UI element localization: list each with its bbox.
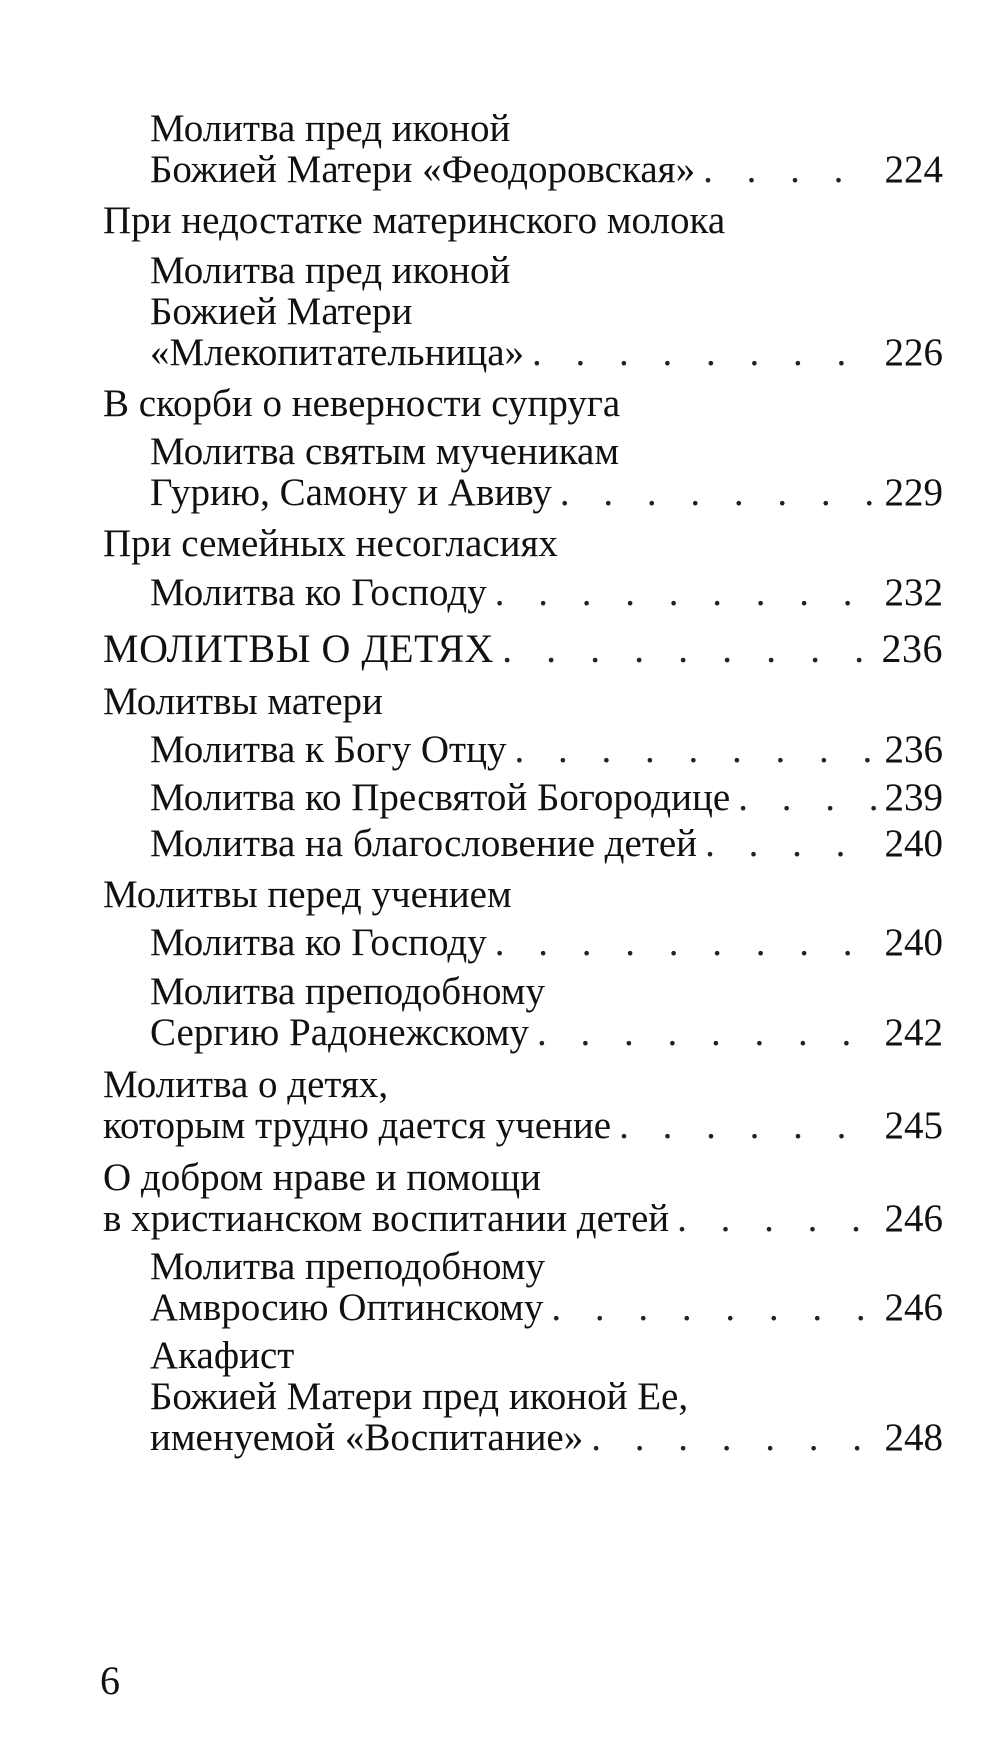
- section-title: Молитвы перед учением: [103, 873, 512, 916]
- toc-section-heading: [103, 381, 943, 427]
- page-number: 240: [884, 921, 943, 964]
- toc-section-heading: [103, 872, 943, 918]
- entry-title: Молитва пред иконой: [150, 107, 511, 150]
- toc-entry-line: [150, 1333, 943, 1379]
- dot-leader: [552, 470, 877, 516]
- dot-leader: [695, 147, 876, 193]
- toc-entry-line: [150, 147, 943, 193]
- section-title: При недостатке материнского молока: [103, 199, 726, 242]
- entry-title: Молитва к Богу Отцу: [150, 728, 507, 771]
- toc-entry-line: [150, 1415, 943, 1461]
- entry-title: Молитва на благословение детей: [150, 822, 698, 865]
- toc-entry-line: [150, 775, 943, 821]
- page-number: 248: [884, 1416, 943, 1459]
- entry-title: Молитва пред иконой: [150, 249, 511, 292]
- entry-title: Божией Матери «Феодоровская»: [150, 148, 696, 191]
- section-title: которым трудно дается учение: [103, 1104, 612, 1147]
- dot-leader: [524, 330, 876, 376]
- page-folio: 6: [100, 1658, 120, 1703]
- entry-title: Молитва святым мученикам: [150, 430, 620, 473]
- dot-leader: [697, 821, 876, 867]
- toc-entry-line: [150, 920, 943, 966]
- entry-title: Сергию Радонежскому: [150, 1011, 530, 1054]
- toc-entry-line: [150, 470, 943, 516]
- toc-entry-line: [150, 727, 943, 773]
- page-number: 239: [884, 776, 943, 819]
- section-title: В скорби о неверности супруга: [103, 382, 621, 425]
- page-number: 224: [884, 148, 943, 191]
- entry-title: Гурию, Самону и Авиву: [150, 471, 552, 514]
- entry-title: «Млекопитательница»: [150, 331, 525, 374]
- toc-entry-line: [150, 969, 943, 1015]
- dot-leader: [494, 626, 873, 672]
- dot-leader: [543, 1285, 876, 1331]
- page-number: 229: [884, 471, 943, 514]
- entry-title: Молитва ко Пресвятой Богородице: [150, 776, 731, 819]
- dot-leader: [529, 1010, 876, 1056]
- page-number: 236: [884, 728, 943, 771]
- entry-title: Божией Матери пред иконой Ее,: [150, 1375, 689, 1418]
- section-title: Молитва о детях,: [103, 1063, 389, 1106]
- toc-section-heading: [103, 1103, 943, 1149]
- entry-title: Молитва преподобному: [150, 1245, 545, 1288]
- page-number: 236: [881, 626, 943, 671]
- entry-title: Амвросию Оптинскому: [150, 1286, 544, 1329]
- toc-section-heading: [103, 521, 943, 567]
- page-number: 246: [884, 1286, 943, 1329]
- entry-title: Молитва ко Господу: [150, 921, 487, 964]
- entry-title: именуемой «Воспитание»: [150, 1416, 584, 1459]
- page-number: 245: [884, 1104, 943, 1147]
- toc-entry-line: [150, 1285, 943, 1331]
- toc-entry-line: [150, 289, 943, 335]
- page-number: 246: [884, 1197, 943, 1240]
- toc-entry-line: [150, 248, 943, 294]
- toc-entry-line: [150, 1374, 943, 1420]
- toc-entry-line: [150, 106, 943, 152]
- section-title: Молитвы матери: [103, 680, 383, 723]
- page-number: 232: [884, 571, 943, 614]
- toc-entry-line: [150, 330, 943, 376]
- dot-leader: [487, 920, 877, 966]
- page-number: 240: [884, 822, 943, 865]
- toc-entry-line: [150, 1244, 943, 1290]
- dot-leader: [487, 570, 877, 616]
- toc-section-heading: [103, 1062, 943, 1108]
- section-title: в христианском воспитании детей: [103, 1197, 670, 1240]
- toc-chapter-heading: [103, 626, 943, 672]
- entry-title: Молитва ко Господу: [150, 571, 487, 614]
- dot-leader: [583, 1415, 876, 1461]
- dot-leader: [669, 1196, 876, 1242]
- entry-title: Молитва преподобному: [150, 970, 545, 1013]
- page-number: 242: [884, 1011, 943, 1054]
- toc-section-heading: [103, 679, 943, 725]
- dot-leader: [730, 775, 876, 821]
- toc-entry-line: [150, 1010, 943, 1056]
- chapter-title: МОЛИТВЫ О ДЕТЯХ: [103, 626, 495, 671]
- page-number: 226: [884, 331, 943, 374]
- toc-entry-line: [150, 429, 943, 475]
- section-title: О добром нраве и помощи: [103, 1156, 542, 1199]
- dot-leader: [611, 1103, 876, 1149]
- toc-entry-line: [150, 821, 943, 867]
- entry-title: Божией Матери: [150, 290, 413, 333]
- toc-section-heading: [103, 1155, 943, 1201]
- entry-title: Акафист: [150, 1334, 295, 1377]
- toc-section-heading: [103, 1196, 943, 1242]
- toc-entry-line: [150, 570, 943, 616]
- toc-section-heading: [103, 198, 943, 244]
- dot-leader: [506, 727, 876, 773]
- section-title: При семейных несогласиях: [103, 522, 558, 565]
